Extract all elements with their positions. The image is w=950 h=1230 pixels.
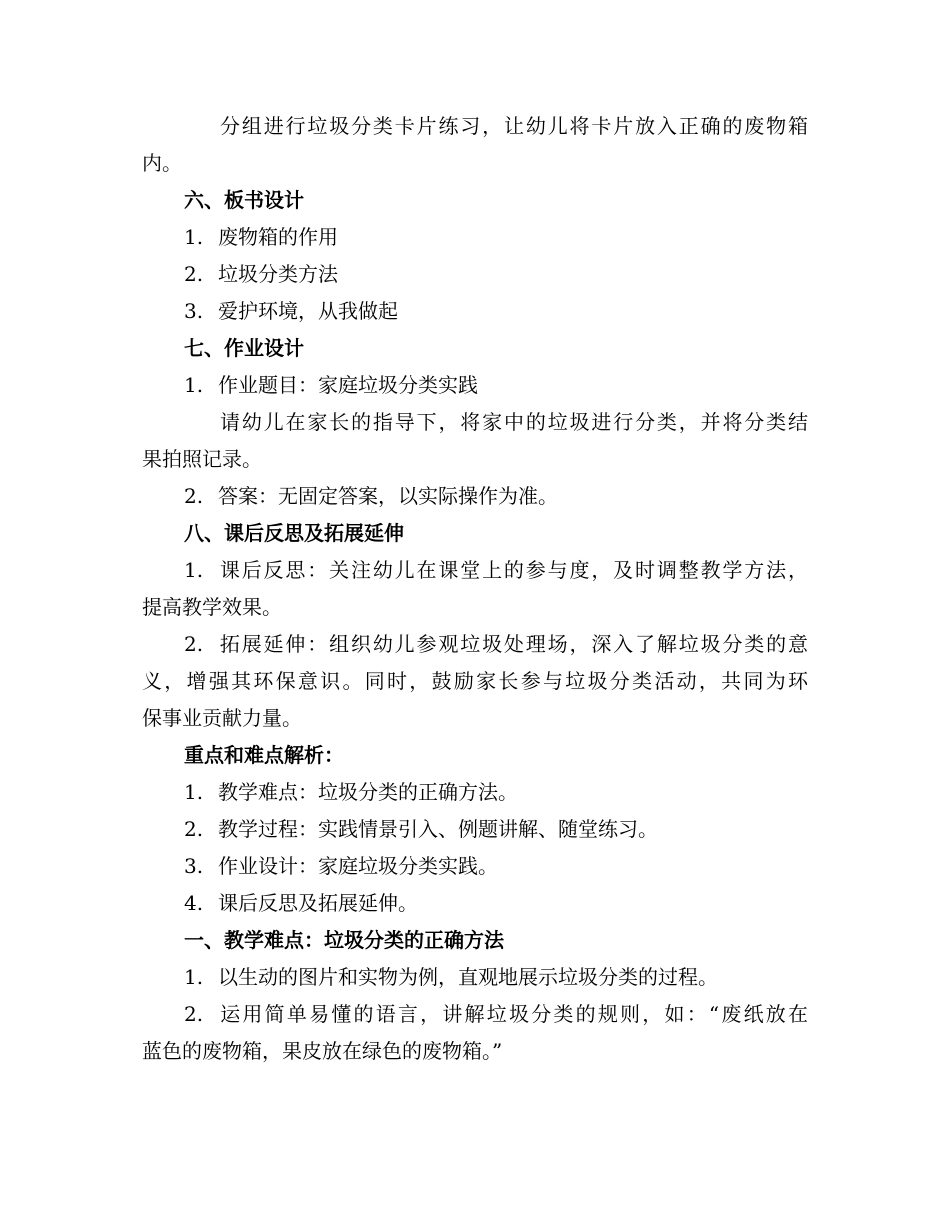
list-item — [142, 256, 808, 293]
list-number: 2. — [184, 817, 204, 841]
list-number: 4. — [184, 891, 204, 915]
paragraph-line: 义，增强其环保意识。同时，鼓励家长参与垃圾分类活动，共同为环 — [142, 669, 808, 693]
section-heading: 六、板书设计 — [184, 188, 304, 212]
list-item — [142, 996, 808, 1033]
paragraph-line: 果拍照记录。 — [142, 447, 262, 471]
paragraph-line: 蓝色的废物箱，果皮放在绿色的废物箱。” — [142, 1039, 503, 1063]
list-number: 2. — [184, 262, 204, 286]
list-text: 以生动的图片和实物为例，直观地展示垃圾分类的过程。 — [218, 965, 718, 989]
list-text: 废物箱的作用 — [218, 225, 338, 249]
list-number: 1. — [184, 558, 204, 582]
list-text: 课后反思及拓展延伸。 — [218, 891, 418, 915]
paragraph-line: 请幼儿在家长的指导下，将家中的垃圾进行分类，并将分类结 — [220, 410, 808, 434]
section-heading: 七、作业设计 — [184, 336, 304, 360]
list-text: 作业设计：家庭垃圾分类实践。 — [218, 854, 498, 878]
list-item — [142, 478, 808, 515]
list-item — [142, 885, 808, 922]
list-text: 课后反思：关注幼儿在课堂上的参与度，及时调整教学方法， — [218, 558, 808, 582]
list-text: 垃圾分类方法 — [218, 262, 338, 286]
list-number: 2. — [184, 484, 204, 508]
list-number: 3. — [184, 854, 204, 878]
list-text: 运用简单易懂的语言，讲解垃圾分类的规则，如：“废纸放在 — [218, 1002, 808, 1026]
list-item — [142, 848, 808, 885]
list-number: 1. — [184, 373, 204, 397]
list-item — [142, 959, 808, 996]
list-text: 拓展延伸：组织幼儿参观垃圾处理场，深入了解垃圾分类的意 — [218, 632, 808, 656]
list-item — [142, 552, 808, 589]
list-number: 1. — [184, 965, 204, 989]
list-item — [142, 367, 808, 404]
list-number: 2. — [184, 1002, 204, 1026]
list-item — [142, 219, 808, 256]
list-number: 1. — [184, 780, 204, 804]
list-item — [142, 774, 808, 811]
paragraph-line: 内。 — [142, 151, 182, 175]
list-text: 答案：无固定答案，以实际操作为准。 — [218, 484, 558, 508]
section-heading: 重点和难点解析： — [184, 743, 344, 767]
paragraph-line: 分组进行垃圾分类卡片练习，让幼儿将卡片放入正确的废物箱 — [220, 114, 808, 138]
section-heading: 八、课后反思及拓展延伸 — [184, 521, 404, 545]
list-item — [142, 626, 808, 663]
list-text: 教学难点：垃圾分类的正确方法。 — [218, 780, 518, 804]
list-number: 3. — [184, 299, 204, 323]
list-number: 1. — [184, 225, 204, 249]
list-number: 2. — [184, 632, 204, 656]
list-item — [142, 293, 808, 330]
list-text: 教学过程：实践情景引入、例题讲解、随堂练习。 — [218, 817, 658, 841]
paragraph-line: 保事业贡献力量。 — [142, 706, 302, 730]
document-body — [142, 108, 808, 1070]
list-text: 作业题目：家庭垃圾分类实践 — [218, 373, 478, 397]
section-heading: 一、教学难点：垃圾分类的正确方法 — [184, 928, 504, 952]
paragraph-line: 提高教学效果。 — [142, 595, 282, 619]
list-text: 爱护环境，从我做起 — [218, 299, 398, 323]
list-item — [142, 811, 808, 848]
